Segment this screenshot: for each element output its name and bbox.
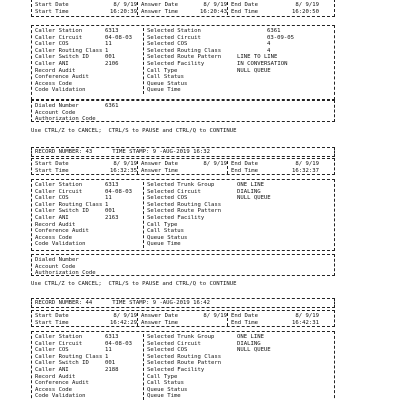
dialed-number-label: Dialed Number — [35, 103, 79, 109]
field-value: 03-09-05 — [267, 34, 294, 41]
account-code-label: Account Code — [35, 263, 76, 270]
account-code-label: Account Code — [35, 109, 76, 116]
field-label: Caller Circuit — [35, 188, 83, 195]
end-time-value: 16:42:31 — [292, 319, 319, 326]
time-block — [31, 158, 335, 175]
start-time-value: 16:32:35 — [110, 167, 137, 174]
field-label: Caller Routing Class — [35, 353, 103, 360]
end-date-label: End Date — [231, 2, 258, 8]
start-date-value: 8/ 9/19 — [113, 313, 137, 319]
field-label: Call Type — [147, 67, 178, 74]
field-label: Selected Station — [147, 28, 201, 34]
field-label: Caller ANI — [35, 214, 69, 221]
start-time-label: Start Time — [35, 167, 69, 174]
time-block — [31, 310, 335, 327]
field-value: 1 — [105, 47, 109, 54]
answer-time-label: Answer Time — [141, 8, 179, 15]
dialed-number-value: 6361 — [105, 103, 119, 109]
field-label: Caller Circuit — [35, 340, 83, 347]
caller-detail-block — [31, 331, 335, 400]
field-label: Selected Routing Class — [147, 353, 222, 360]
field-label: Selected Route Pattern — [147, 54, 222, 61]
field-label: Record Audit — [35, 373, 76, 380]
record-number: 43 — [85, 148, 93, 155]
time-block — [32, 0, 334, 16]
record-header — [31, 147, 335, 157]
field-label: Access Code — [35, 386, 73, 393]
field-value: 4 — [267, 41, 271, 48]
end-time-value: 16:32:37 — [292, 167, 319, 174]
field-label: Selected Facility — [147, 366, 205, 373]
field-value: 1 — [105, 353, 109, 360]
field-label: Caller Station — [35, 28, 83, 34]
field-value: 2163 — [105, 214, 119, 221]
end-date-value: 8/ 9/19 — [295, 161, 319, 167]
timestamp-label: TIME STAMP: — [112, 299, 150, 306]
field-label: Caller Station — [35, 334, 83, 340]
field-value: 6313 — [105, 334, 119, 340]
end-date-label: End Date — [231, 313, 258, 319]
record-number-label: RECORD NUMBER: — [35, 148, 83, 155]
end-time-value: 16:20:50 — [292, 8, 319, 15]
field-label: Selected Circuit — [147, 188, 201, 195]
start-time-label: Start Time — [35, 8, 69, 15]
field-value: 04-08-03 — [105, 340, 132, 347]
answer-time-label: Answer Time — [141, 319, 179, 326]
field-value: 04-08-03 — [105, 34, 132, 41]
timestamp-label: TIME STAMP: — [112, 148, 150, 155]
field-label: Call Type — [147, 373, 178, 380]
answer-time-label: Answer Time — [141, 167, 179, 174]
field-label: Selected Trunk Group — [147, 182, 215, 188]
field-label: Conference Audit — [35, 228, 89, 235]
end-date-value: 8/ 9/19 — [295, 2, 319, 8]
end-date-label: End Date — [231, 161, 258, 167]
end-time-label: End Time — [231, 167, 258, 174]
field-label: Access Code — [35, 80, 73, 87]
ctrl-instructions: Use CTRL/Z to CANCEL; CTRL/S to PAUSE and CTRL/Q to CONTINUE — [31, 281, 237, 287]
field-value: DIALING — [237, 188, 261, 195]
field-label: Access Code — [35, 234, 73, 241]
field-value: 2188 — [105, 366, 119, 373]
field-label: Record Audit — [35, 221, 76, 228]
field-label: Queue Time — [147, 393, 181, 400]
start-date-label: Start Date — [35, 2, 69, 8]
field-label: Caller ANI — [35, 60, 69, 67]
field-value: NULL QUEUE — [237, 347, 271, 354]
authorization-code-label: Authorization Code — [35, 270, 96, 277]
dialed-block — [31, 254, 335, 276]
field-label: Call Status — [147, 228, 185, 235]
start-time-value: 16:42:29 — [110, 319, 137, 326]
field-label: Conference Audit — [35, 380, 89, 387]
field-label: Conference Audit — [35, 74, 89, 81]
field-label: Caller Switch ID — [35, 208, 89, 215]
answer-date-label: Answer Date — [141, 313, 179, 319]
field-value: 6361 — [267, 28, 281, 34]
field-label: Record Audit — [35, 67, 76, 74]
field-label: Caller Switch ID — [35, 54, 89, 61]
field-label: Caller COS — [35, 195, 69, 202]
answer-date-value: 8/ 9/19 — [203, 161, 227, 167]
field-value: 11 — [105, 195, 112, 202]
field-value: ONE LINE — [237, 182, 264, 188]
start-date-label: Start Date — [35, 161, 69, 167]
end-time-label: End Time — [231, 319, 258, 326]
field-label: Caller Circuit — [35, 34, 83, 41]
start-date-value: 8/ 9/19 — [113, 2, 137, 8]
answer-date-value: 8/ 9/19 — [203, 2, 227, 8]
field-label: Selected Route Pattern — [147, 360, 222, 367]
field-value: 11 — [105, 41, 112, 48]
field-value: DIALING — [237, 340, 261, 347]
field-label: Selected COS — [147, 41, 188, 48]
field-value: IN CONVERSATION — [237, 60, 288, 67]
field-label: Code Validation — [35, 241, 86, 248]
field-label: Selected Facility — [147, 214, 205, 221]
field-value: 4 — [267, 47, 271, 54]
field-value: 11 — [105, 347, 112, 354]
end-time-label: End Time — [231, 8, 258, 15]
start-time-label: Start Time — [35, 319, 69, 326]
dialed-number-label: Dialed Number — [35, 257, 79, 263]
field-label: Selected Circuit — [147, 340, 201, 347]
record-header — [31, 298, 335, 308]
field-value: 001 — [105, 208, 116, 215]
field-label: Call Type — [147, 221, 178, 228]
answer-time-value: 16:20:43 — [200, 8, 227, 15]
field-label: Selected Route Pattern — [147, 208, 222, 215]
field-label: Code Validation — [35, 87, 86, 94]
field-label: Queue Status — [147, 234, 188, 241]
field-value: ONE LINE — [237, 334, 264, 340]
field-value: 2106 — [105, 60, 119, 67]
field-label: Selected Routing Class — [147, 47, 222, 54]
field-label: Selected COS — [147, 195, 188, 202]
field-label: Queue Status — [147, 386, 188, 393]
field-label: Caller Station — [35, 182, 83, 188]
field-label: Call Status — [147, 74, 185, 81]
field-label: Caller COS — [35, 41, 69, 48]
field-label: Code Validation — [35, 393, 86, 400]
dialed-block-top — [31, 100, 335, 122]
field-label: Queue Status — [147, 80, 188, 87]
start-time-value: 16:20:39 — [110, 8, 137, 15]
field-value: 1 — [105, 201, 109, 208]
field-label: Caller COS — [35, 347, 69, 354]
field-label: Selected Routing Class — [147, 201, 222, 208]
field-label: Caller Switch ID — [35, 360, 89, 367]
field-value: 001 — [105, 360, 116, 367]
field-value: 04-08-03 — [105, 188, 132, 195]
timestamp: 9 -AUG-2019 16:42 — [152, 299, 210, 306]
answer-date-label: Answer Date — [141, 2, 179, 8]
field-label: Queue Time — [147, 87, 181, 94]
call-record-top-partial — [31, 0, 335, 17]
end-date-value: 8/ 9/19 — [295, 313, 319, 319]
answer-date-value: 8/ 9/19 — [203, 313, 227, 319]
field-label: Queue Time — [147, 241, 181, 248]
field-label: Selected Circuit — [147, 34, 201, 41]
field-label: Selected COS — [147, 347, 188, 354]
field-value: NULL QUEUE — [237, 67, 271, 74]
authorization-code-label: Authorization Code — [35, 116, 96, 123]
field-value: 6313 — [105, 28, 119, 34]
record-number-label: RECORD NUMBER: — [35, 299, 83, 306]
ctrl-instructions: Use CTRL/Z to CANCEL; CTRL/S to PAUSE and CTRL/Q to CONTINUE — [31, 128, 237, 134]
field-label: Selected Trunk Group — [147, 334, 215, 340]
caller-detail-block — [31, 179, 335, 251]
field-label: Caller Routing Class — [35, 201, 103, 208]
field-value: 6313 — [105, 182, 119, 188]
answer-date-label: Answer Date — [141, 161, 179, 167]
field-value: 001 — [105, 54, 116, 61]
start-date-value: 8/ 9/19 — [113, 161, 137, 167]
timestamp: 9 -AUG-2019 16:32 — [152, 148, 210, 155]
field-label: Caller Routing Class — [35, 47, 103, 54]
start-date-label: Start Date — [35, 313, 69, 319]
field-value: NULL QUEUE — [237, 195, 271, 202]
field-value: LINE TO LINE — [237, 54, 278, 61]
field-label: Caller ANI — [35, 366, 69, 373]
field-label: Call Status — [147, 380, 185, 387]
record-number: 44 — [85, 299, 93, 306]
field-label: Selected Facility — [147, 60, 205, 67]
caller-detail-block-top — [31, 25, 335, 100]
